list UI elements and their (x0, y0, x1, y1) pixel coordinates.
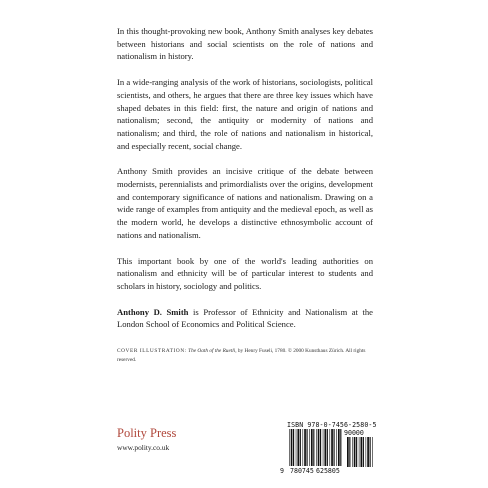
barcode-bar (320, 429, 321, 466)
blurb (117, 25, 373, 344)
barcode-bar (293, 429, 294, 466)
barcode-digit-first: 9 (280, 467, 284, 475)
isbn-label: ISBN 978-0-7456-2580-5 (287, 421, 377, 429)
barcode-bar (338, 429, 340, 466)
barcode-main-bars (289, 429, 341, 466)
barcode-digit-group-1: 780745 (290, 467, 314, 475)
barcode-bar (309, 429, 310, 466)
barcode-addon-bars (347, 437, 373, 467)
barcode-bar (347, 437, 349, 467)
barcode-bar (331, 429, 333, 466)
barcode-bar (330, 429, 331, 466)
cover-credit-label: COVER ILLUSTRATION: (117, 348, 187, 354)
barcode-bar (334, 429, 335, 466)
author-bio-text: is Professor of Ethnicity and Nationalism at the London School of Economics and Political Science. (117, 306, 373, 330)
barcode-digit-group-2: 625805 (316, 467, 340, 475)
barcode-bar (323, 429, 324, 466)
barcode-bar (367, 437, 369, 467)
barcode-bar (340, 429, 341, 466)
barcode-bar (311, 429, 313, 466)
barcode-bar (361, 437, 363, 467)
barcode-bar (289, 429, 290, 466)
barcode-bar (297, 429, 299, 466)
barcode-bar (327, 429, 328, 466)
barcode-bar (318, 429, 320, 466)
isbn-addon-code: 90000 (344, 429, 364, 437)
barcode-bar (296, 429, 297, 466)
blurb-paragraph-1: In this thought-provoking new book, Anthony Smith analyses key debates between historians and social scientists on the role of nations and nationalism in history. (117, 26, 373, 62)
barcode-bar (324, 429, 326, 466)
barcode (287, 429, 375, 467)
barcode-bar (291, 429, 293, 466)
blurb-paragraph-2: In a wide-ranging analysis of the work of historians, sociologists, political scientists, and others, he argues that there are three key issues which have shaped debates in this field: first, the nature and origin of nations and nationalism; second, the antiquity or modernity of nations and nationalism; and third, the role of nations and nationalism in historical, and especially recent, social change. (117, 77, 373, 151)
barcode-bar (313, 429, 314, 466)
barcode-bar (307, 429, 308, 466)
barcode-bar (356, 437, 357, 467)
barcode-bar (352, 437, 353, 467)
barcode-bar (359, 437, 360, 467)
barcode-bar (349, 437, 350, 467)
barcode-bar (300, 429, 301, 466)
barcode-bar (303, 429, 304, 466)
barcode-bar (370, 437, 371, 467)
barcode-bar (372, 437, 373, 467)
author-bio (117, 306, 373, 331)
barcode-bar (336, 429, 337, 466)
cover-credit (117, 347, 373, 364)
cover-credit-rest: , by Henry Fuseli, 1780. © 2000 Kunsthaus Zürich. All rights reserved. (117, 348, 366, 363)
cover-credit-title: The Oath of the Ruetli (188, 348, 236, 354)
barcode-bar (304, 429, 306, 466)
publisher-url: www.polity.co.uk (117, 443, 170, 452)
blurb-paragraph-3: Anthony Smith provides an incisive critique of the debate between modernists, perennialists and primordialists over the origins, development and contemporary significance of nations and nationalism. Drawing on a wide range of examples from antiquity and the medieval epoch, as well as the modern world, he develops a distinctive ethnosymbolic account of nations and nationalism. (117, 166, 373, 240)
author-name: Anthony D. Smith (117, 306, 189, 317)
barcode-bar (316, 429, 317, 466)
barcode-bar (363, 437, 364, 467)
publisher-name: Polity Press (117, 426, 177, 440)
blurb-paragraph-4: This important book by one of the world's leading authorities on nationalism and ethnicity will be of particular interest to students and scholars in history, sociology and politics. (117, 255, 373, 291)
barcode-bar (354, 437, 356, 467)
barcode-bar (366, 437, 367, 467)
